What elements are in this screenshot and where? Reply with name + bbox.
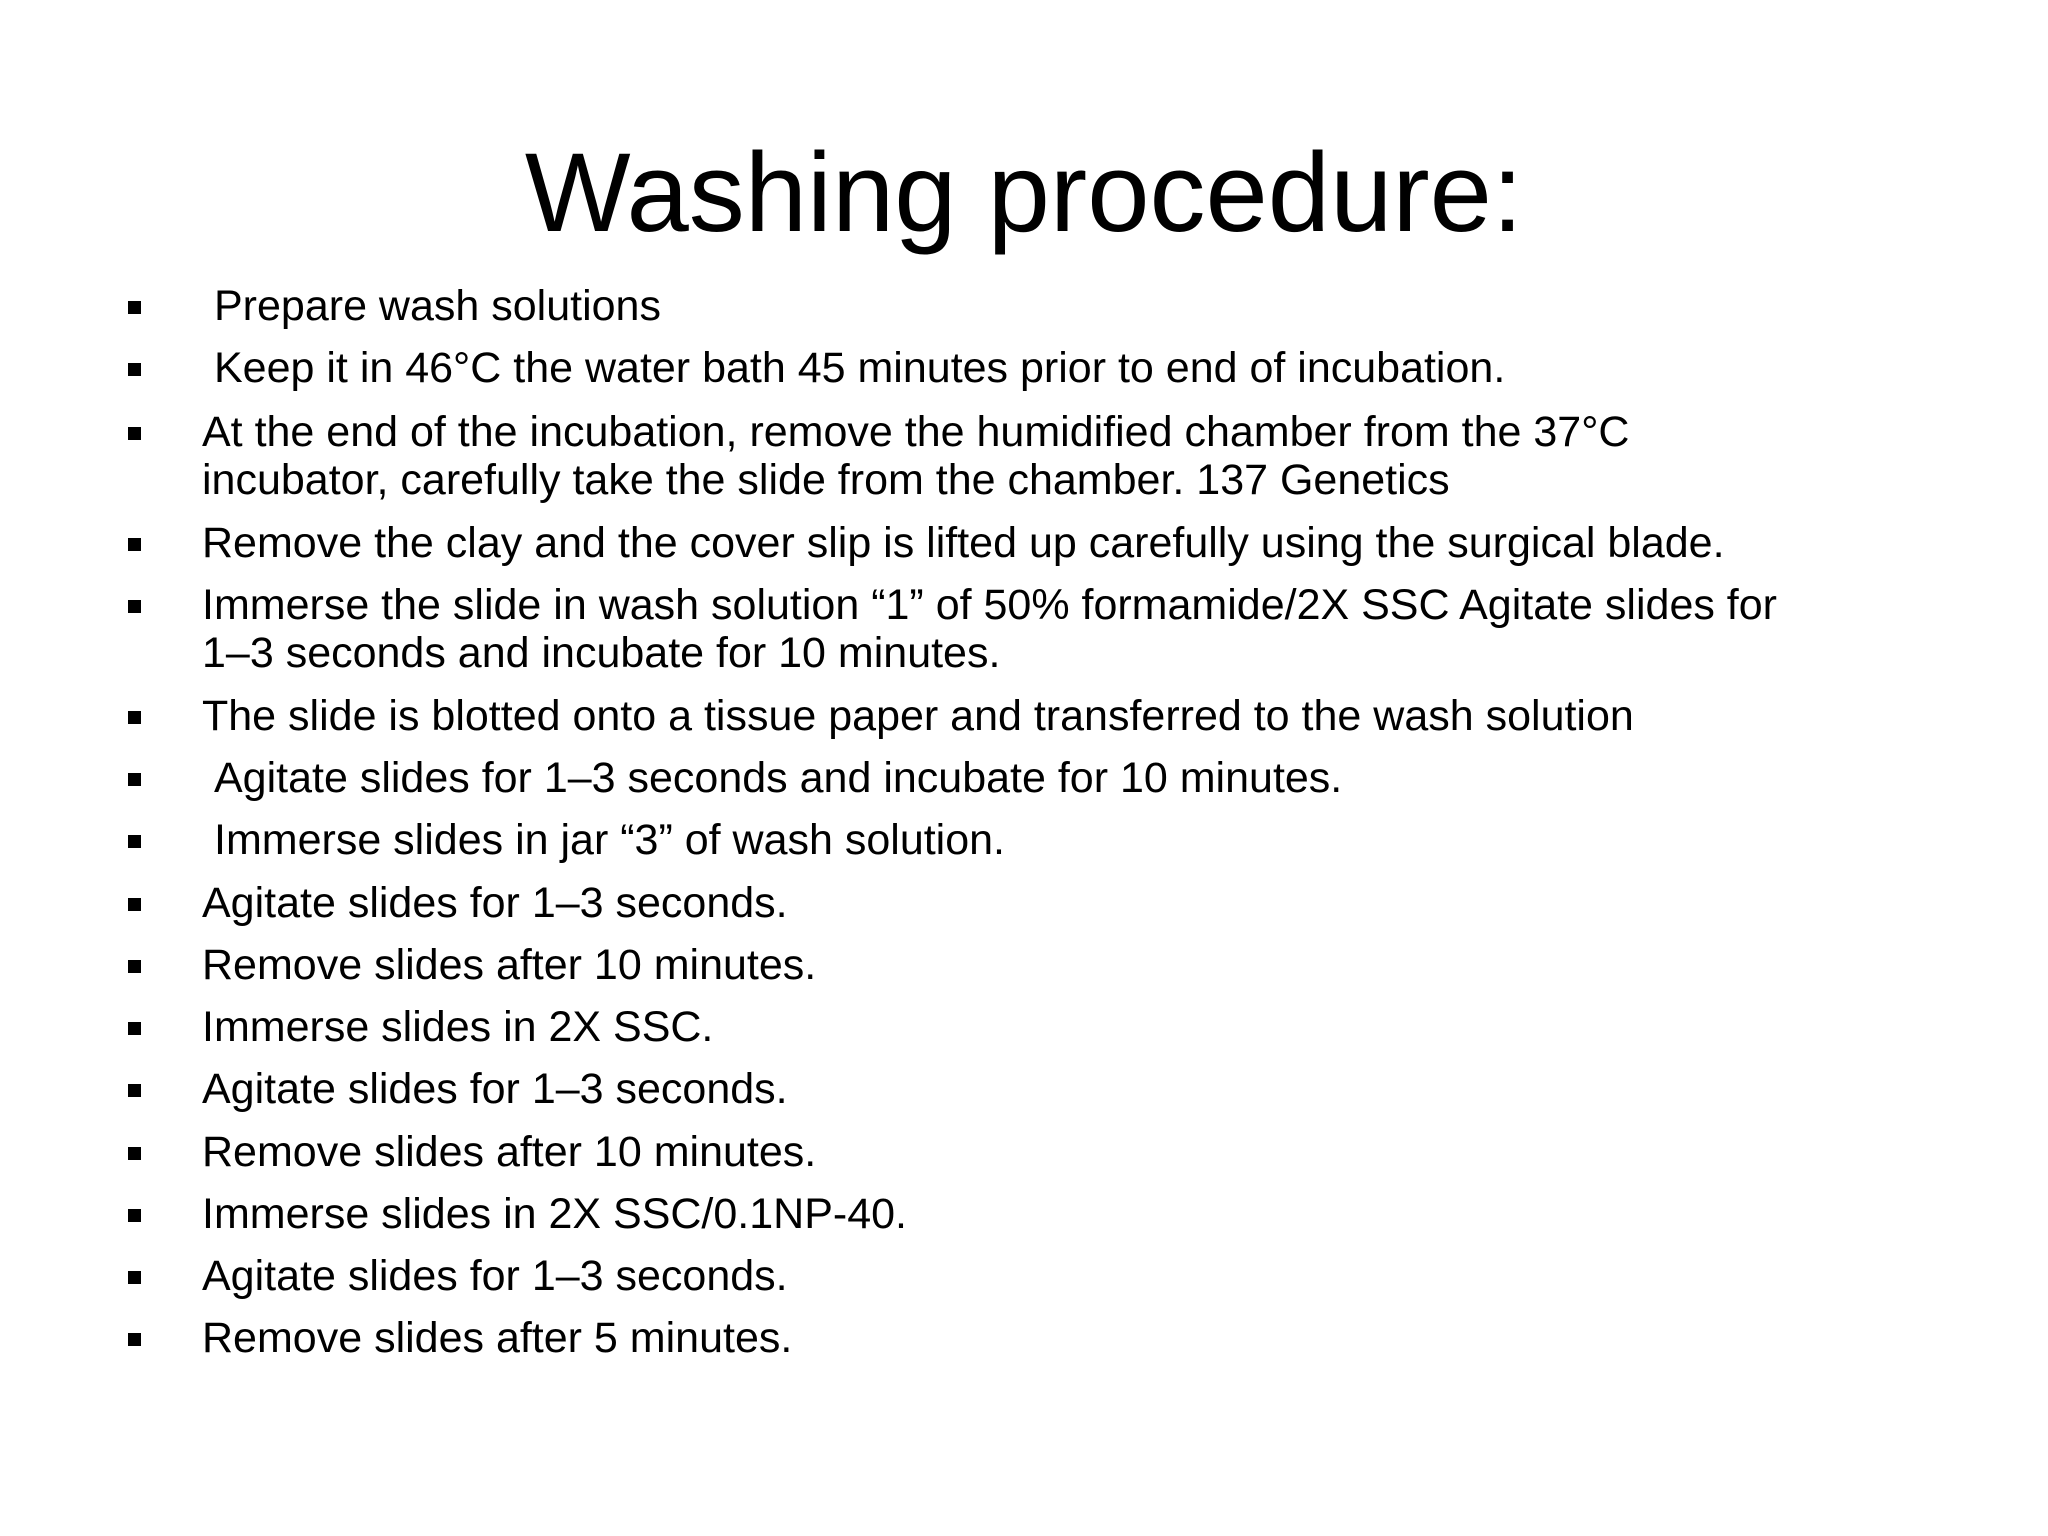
bullet-square-icon [128,1022,141,1035]
bullet-text: Prepare wash solutions [214,282,661,330]
bullet-square-icon [128,427,141,440]
bullet-text: Agitate slides for 1–3 seconds and incubate for 10 minutes. [214,754,1343,802]
bullet-square-icon [128,1084,141,1097]
bullet-square-icon [128,898,141,911]
bullet-text-continuation: incubator, carefully take the slide from the chamber. 137 Genetics [202,456,1450,504]
bullet-text: Immerse the slide in wash solution “1” of 50% formamide/2X SSC Agitate slides for [202,581,1777,629]
bullet-text-continuation: 1–3 seconds and incubate for 10 minutes. [202,629,1001,677]
bullet-square-icon [128,1333,141,1346]
bullet-square-icon [128,1271,141,1284]
slide-title: Washing procedure: [524,130,1524,255]
bullet-text: Immerse slides in jar “3” of wash solution. [214,816,1006,864]
bullet-text: The slide is blotted onto a tissue paper and transferred to the wash solution [202,692,1634,740]
bullet-text: Immerse slides in 2X SSC. [202,1003,714,1051]
bullet-square-icon [128,773,141,786]
bullet-square-icon [128,363,141,376]
bullet-square-icon [128,301,141,314]
bullet-text: Remove slides after 5 minutes. [202,1314,793,1362]
bullet-text: Remove slides after 10 minutes. [202,941,817,989]
bullet-text: Keep it in 46°C the water bath 45 minutes prior to end of incubation. [214,344,1506,392]
bullet-text: Agitate slides for 1–3 seconds. [202,1252,788,1300]
bullet-square-icon [128,711,141,724]
bullet-text: Remove the clay and the cover slip is lifted up carefully using the surgical blade. [202,519,1725,567]
bullet-square-icon [128,1209,141,1222]
bullet-square-icon [128,835,141,848]
bullet-square-icon [128,600,141,613]
bullet-text: Agitate slides for 1–3 seconds. [202,1065,788,1113]
bullet-text: At the end of the incubation, remove the humidified chamber from the 37°C [202,408,1630,456]
bullet-square-icon [128,1147,141,1160]
bullet-text: Remove slides after 10 minutes. [202,1128,817,1176]
bullet-square-icon [128,960,141,973]
bullet-square-icon [128,538,141,551]
bullet-text: Agitate slides for 1–3 seconds. [202,879,788,927]
bullet-text: Immerse slides in 2X SSC/0.1NP-40. [202,1190,907,1238]
